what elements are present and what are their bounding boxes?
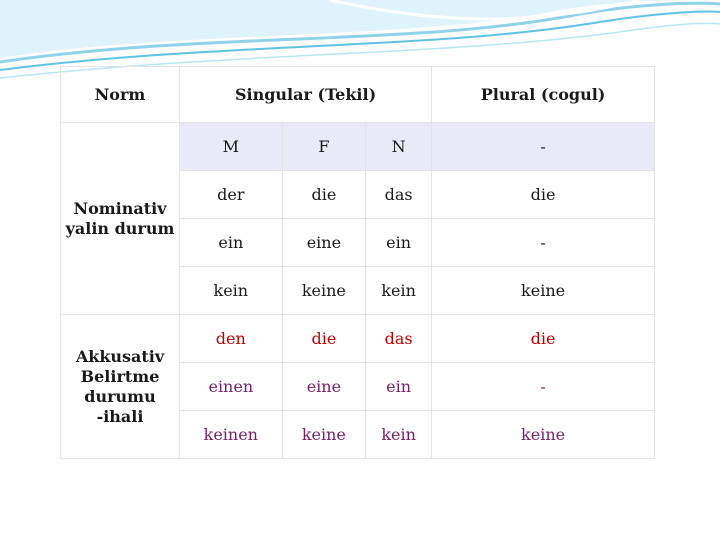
table-cell: das [366, 315, 432, 363]
table-cell: keine [282, 411, 366, 459]
table-cell: - [432, 219, 655, 267]
table-cell: der [180, 171, 283, 219]
table-cell: die [282, 315, 366, 363]
gender-m: M [180, 123, 283, 171]
table-cell: keinen [180, 411, 283, 459]
gender-f: F [282, 123, 366, 171]
table-cell: keine [432, 411, 655, 459]
table-cell: kein [366, 411, 432, 459]
table-cell: ein [180, 219, 283, 267]
table-cell: einen [180, 363, 283, 411]
norm-header: Norm [61, 67, 180, 123]
article-declension-table [60, 66, 655, 459]
table-cell: eine [282, 219, 366, 267]
table-header-row [61, 67, 655, 123]
table-cell: den [180, 315, 283, 363]
table-cell: ein [366, 363, 432, 411]
singular-header: Singular (Tekil) [180, 67, 432, 123]
akkusativ-label: Akkusativ Belirtme durumu -ihali [61, 315, 180, 459]
table-cell: die [282, 171, 366, 219]
table-cell: eine [282, 363, 366, 411]
table-cell: die [432, 315, 655, 363]
nominativ-label: Nominativ yalin durum [61, 123, 180, 315]
table-cell: ein [366, 219, 432, 267]
table-row [61, 315, 655, 363]
table-cell: kein [366, 267, 432, 315]
gender-n: N [366, 123, 432, 171]
table-cell: keine [282, 267, 366, 315]
table-cell: - [432, 363, 655, 411]
gender-row [61, 123, 655, 171]
plural-header: Plural (cogul) [432, 67, 655, 123]
table-cell: das [366, 171, 432, 219]
table-cell: kein [180, 267, 283, 315]
table-cell: die [432, 171, 655, 219]
table-cell: keine [432, 267, 655, 315]
gender-plural: - [432, 123, 655, 171]
